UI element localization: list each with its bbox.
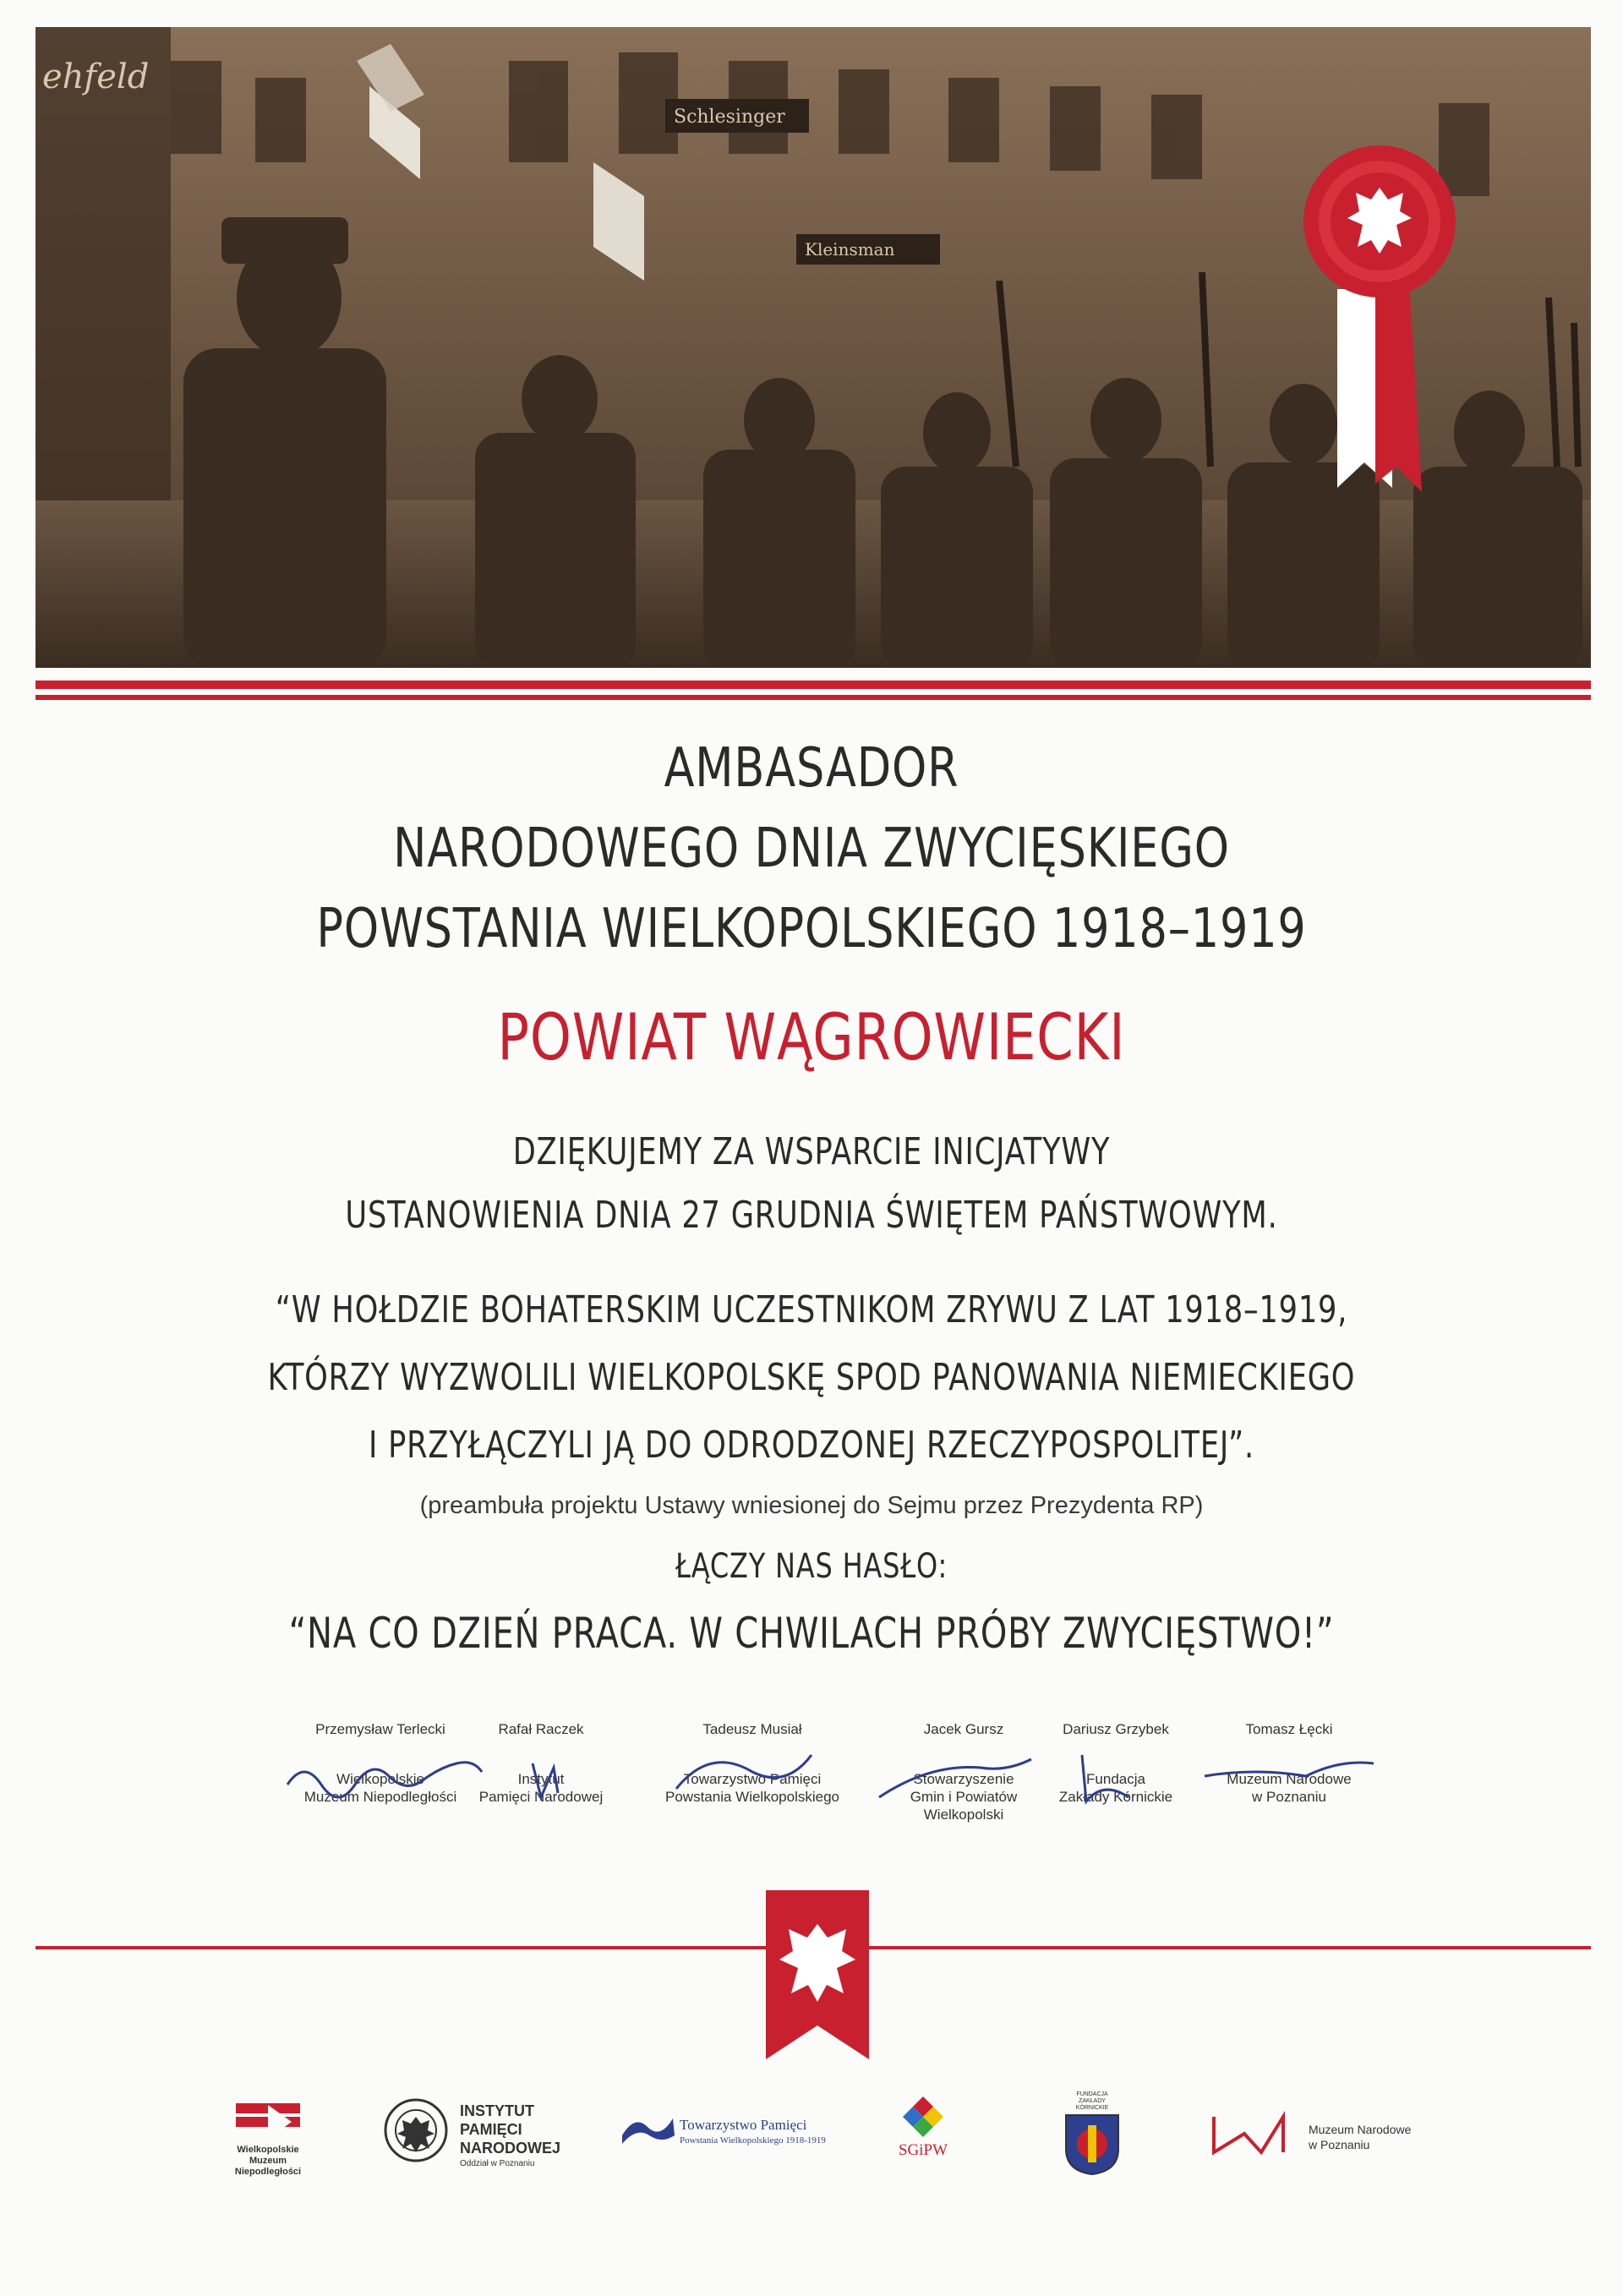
logo-fundacja-zaklady-kornickie: FUNDACJA ZAKŁADY KÓRNICKIE bbox=[1050, 2091, 1134, 2180]
quote-line-1: “W HOŁDZIE BOHATERSKIM UCZESTNIKOM ZRYWU Z LAT 1918–1919, bbox=[275, 1288, 1348, 1331]
shop-sign-2: Kleinsman bbox=[805, 239, 895, 260]
wmn-logo-icon bbox=[234, 2100, 302, 2140]
signatory-name: Tadeusz Musiał bbox=[702, 1721, 802, 1737]
motto-intro: ŁĄCZY NAS HASŁO: bbox=[675, 1547, 948, 1586]
logo-wielkopolskie-muzeum: Wielkopolskie Muzeum Niepodległości bbox=[221, 2100, 314, 2178]
quote-line-3: I PRZYŁĄCZYLI JĄ DO ODRODZONEJ RZECZYPOSPOLITEJ”. bbox=[368, 1424, 1255, 1467]
signatory-2 bbox=[440, 1721, 642, 1806]
signatory-name: Rafał Raczek bbox=[498, 1721, 584, 1737]
title-line-3: POWSTANIA WIELKOPOLSKIEGO 1918–1919 bbox=[316, 898, 1307, 960]
tppw-logo-icon bbox=[619, 2110, 678, 2152]
signatory-name: Tomasz Łęcki bbox=[1245, 1721, 1333, 1737]
eagle-banner bbox=[766, 1890, 869, 2059]
logo-sgipw: SGiPW bbox=[889, 2095, 957, 2160]
signatory-org: Stowarzyszenie Gmin i Powiatów Wielkopolski bbox=[910, 1771, 1018, 1823]
ipn-seal-icon bbox=[382, 2096, 450, 2164]
top-divider bbox=[36, 681, 1591, 689]
thanks-line-1: DZIĘKUJEMY ZA WSPARCIE INICJATYWY bbox=[512, 1130, 1111, 1173]
quote-source: (preambuła projektu Ustawy wniesionej do Sejmu przez Prezydenta RP) bbox=[419, 1492, 1204, 1519]
header-photo bbox=[36, 27, 1591, 668]
quote-line-2: KTÓRZY WYZWOLILI WIELKOPOLSKĘ SPOD PANOWANIA NIEMIECKIEGO bbox=[267, 1356, 1356, 1399]
logo-tppw: Towarzystwo Pamięci Powstania Wielkopolskiego 1918-1919 bbox=[619, 2110, 839, 2161]
signatory-6 bbox=[1162, 1721, 1416, 1806]
title-line-1: AMBASADOR bbox=[664, 737, 959, 800]
handwritten-signature bbox=[1162, 1738, 1416, 1814]
signatory-org: Instytut Pamięci Narodowej bbox=[478, 1771, 604, 1805]
kornik-crest-icon bbox=[1063, 2112, 1122, 2176]
signatory-name: Dariusz Grzybek bbox=[1063, 1721, 1169, 1737]
top-divider-thin bbox=[36, 695, 1591, 700]
signatory-org: Fundacja Zakłady Kórnickie bbox=[1058, 1771, 1173, 1805]
handwritten-signature bbox=[440, 1738, 642, 1814]
mnp-logo-icon bbox=[1210, 2110, 1287, 2157]
signatory-name: Jacek Gursz bbox=[923, 1721, 1004, 1737]
signatory-org: Wielkopolskie Muzeum Niepodległości bbox=[303, 1771, 457, 1805]
shop-sign-mid: Schlesinger bbox=[674, 107, 785, 128]
recipient-name: POWIAT WĄGROWIECKI bbox=[497, 999, 1126, 1074]
signatory-org: Towarzystwo Pamięci Powstania Wielkopolskiego bbox=[665, 1771, 839, 1805]
thanks-line-2: USTANOWIENIA DNIA 27 GRUDNIA ŚWIĘTEM PAŃSTWOWYM. bbox=[345, 1194, 1278, 1237]
logo-muzeum-narodowe: Muzeum Narodowe w Poznaniu bbox=[1210, 2110, 1430, 2161]
sgipw-logo-icon bbox=[902, 2095, 944, 2137]
signatory-org: Muzeum Narodowe w Poznaniu bbox=[1227, 1771, 1352, 1805]
shop-sign-left: ehfeld bbox=[42, 57, 150, 96]
signatory-name: Przemysław Terlecki bbox=[315, 1721, 445, 1737]
title-line-2: NARODOWEGO DNIA ZWYCIĘSKIEGO bbox=[393, 817, 1230, 880]
parade-photo-illustration bbox=[36, 27, 1591, 668]
motto-text: “NA CO DZIEŃ PRACA. W CHWILACH PRÓBY ZWYCIĘSTWO!” bbox=[288, 1609, 1335, 1658]
logo-ipn: INSTYTUT PAMIĘCI NARODOWEJ Oddział w Poznaniu bbox=[382, 2096, 585, 2173]
